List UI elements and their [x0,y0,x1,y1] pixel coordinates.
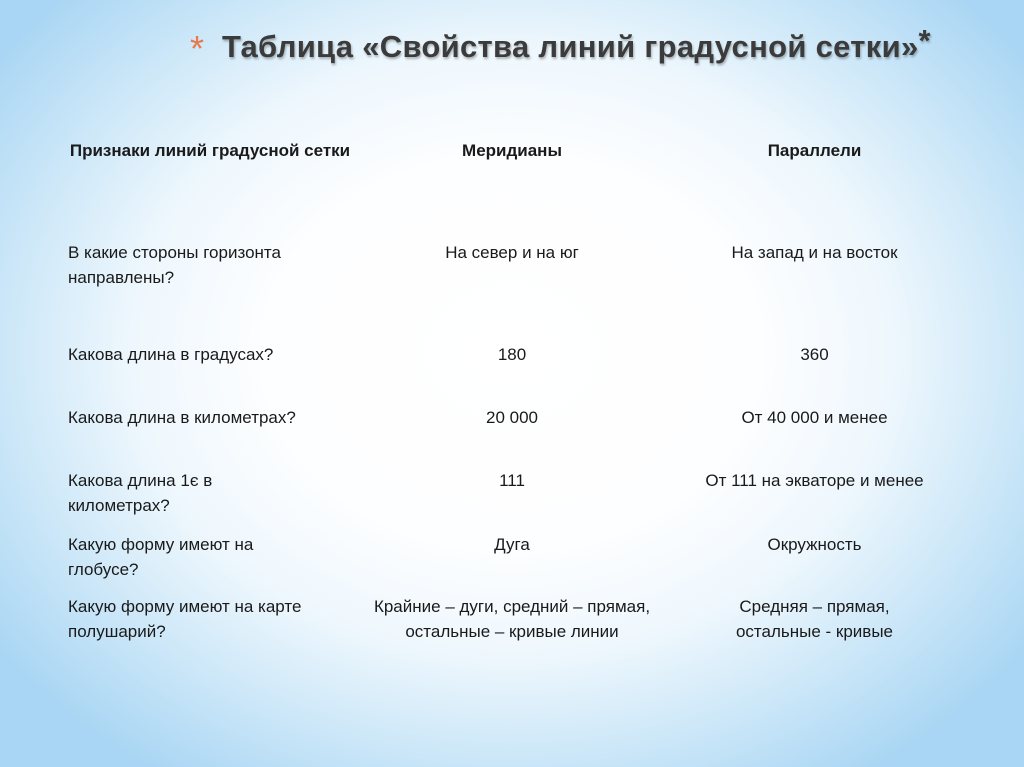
row-globe-shape-meridians: Дуга [494,535,530,554]
row-map-shape-parallels: Средняя – прямая, остальные - кривые [735,597,894,641]
row-one-degree-question: Какова длина 1є в километрах? [68,471,213,515]
row-length-km-question: Какова длина в километрах? [68,408,296,427]
row-globe-shape-parallels: Окружность [767,535,862,554]
row-direction-meridians: На север и на юг [445,243,579,262]
header-parallels: Параллели [767,141,862,160]
row-one-degree-meridians: 111 [499,471,525,490]
row-map-shape-question: Какую форму имеют на карте полушарий? [68,597,302,641]
header-features: Признаки линий градусной сетки [69,141,351,160]
header-meridians: Меридианы [462,141,562,160]
row-one-degree-parallels: От 111 на экваторе и менее [705,471,924,490]
title-text: Таблица «Свойства линий градусной сетки» [222,29,919,64]
row-length-degrees-meridians: 180 [497,345,527,364]
title-star-icon: * [918,23,931,58]
row-globe-shape-question: Какую форму имеют на глобусе? [68,535,254,579]
row-direction-question: В какие стороны горизонта направлены? [68,243,281,287]
row-length-km-parallels: От 40 000 и менее [741,408,888,427]
row-length-degrees-parallels: 360 [800,345,829,364]
row-length-km-meridians: 20 000 [486,408,538,427]
row-direction-parallels: На запад и на восток [731,243,898,262]
row-length-degrees-question: Какова длина в градусах? [68,345,274,364]
title-bullet-icon: * [190,28,205,69]
row-map-shape-meridians: Крайние – дуги, средний – прямая, остальные – кривые линии [373,597,651,641]
